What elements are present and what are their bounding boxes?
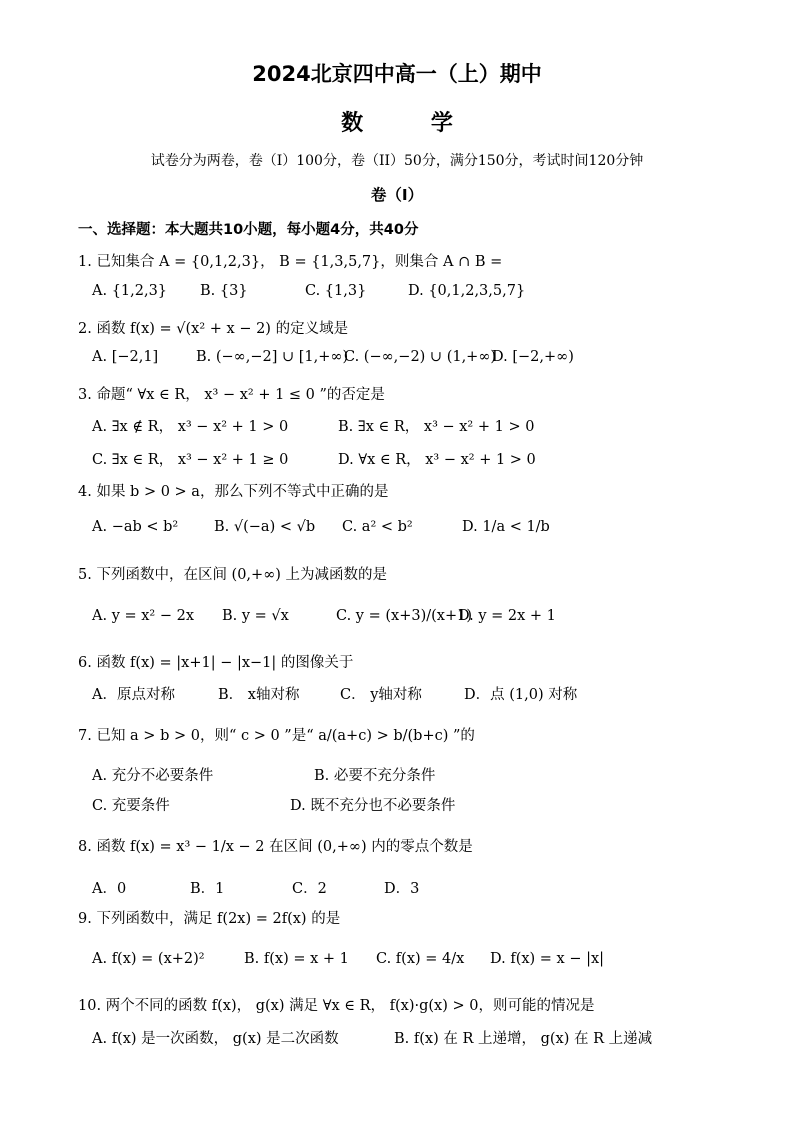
question-4-stem: 4. 如果 b > 0 > a，那么下列不等式中正确的是 [78, 484, 389, 500]
question-7-option-a: A. 充分不必要条件 [92, 768, 214, 784]
question-4-option-a: A. −ab < b² [92, 519, 179, 535]
question-6-option-d: D．点 (1,0) 对称 [464, 687, 578, 703]
question-1-option-b: B. {3} [200, 283, 248, 299]
question-2-option-c: C. (−∞,−2) ∪ (1,+∞) [344, 349, 497, 365]
section-heading: 一、选择题：本大题共10小题，每小题4分，共40分 [78, 222, 419, 238]
question-3-option-b: B. ∃x ∈ R， x³ − x² + 1 > 0 [338, 419, 535, 435]
question-9-option-d: D. f(x) = x − |x| [490, 951, 605, 967]
subject-title: 数 学 [341, 111, 483, 136]
question-6-stem: 6. 函数 f(x) = |x+1| − |x−1| 的图像关于 [78, 655, 354, 671]
question-10-option-a: A. f(x) 是一次函数， g(x) 是二次函数 [92, 1031, 339, 1047]
question-3-option-a: A. ∃x ∉ R， x³ − x² + 1 > 0 [92, 419, 289, 435]
question-8-stem: 8. 函数 f(x) = x³ − 1/x − 2 在区间 (0,+∞) 内的零点个数是 [78, 839, 473, 855]
question-5-stem: 5. 下列函数中，在区间 (0,+∞) 上为减函数的是 [78, 567, 388, 583]
question-7-stem: 7. 已知 a > b > 0，则“ c > 0 ”是“ a/(a+c) > b/(b+c) ”的 [78, 728, 475, 744]
question-8-option-b: B．1 [190, 881, 225, 897]
question-4-option-c: C. a² < b² [342, 519, 413, 535]
question-1-option-d: D. {0,1,2,3,5,7} [408, 283, 526, 299]
question-5-option-d: D. y = 2x + 1 [458, 608, 556, 624]
question-2-option-d: D. [−2,+∞) [492, 349, 574, 365]
exam-instructions: 试卷分为两卷，卷（I）100分，卷（II）50分，满分150分，考试时间120分钟 [150, 153, 644, 169]
question-6-option-a: A．原点对称 [92, 687, 175, 703]
question-9-stem: 9. 下列函数中，满足 f(2x) = 2f(x) 的是 [78, 911, 341, 927]
question-8-option-a: A．0 [92, 881, 127, 897]
question-2-option-b: B. (−∞,−2] ∪ [1,+∞) [196, 349, 349, 365]
question-6-option-c: C． y轴对称 [340, 687, 422, 703]
question-1-stem: 1. 已知集合 A = {0,1,2,3}， B = {1,3,5,7}，则集合 A ∩ B = [78, 254, 503, 270]
question-5-option-b: B. y = √x [222, 608, 289, 624]
part-heading: 卷（I） [370, 186, 424, 204]
question-9-option-c: C. f(x) = 4/x [376, 951, 465, 967]
question-5-option-a: A. y = x² − 2x [92, 608, 195, 624]
question-3-stem: 3. 命题“ ∀x ∈ R， x³ − x² + 1 ≤ 0 ”的否定是 [78, 387, 385, 403]
question-3-option-c: C. ∃x ∈ R， x³ − x² + 1 ≥ 0 [92, 452, 289, 468]
question-10-option-b: B. f(x) 在 R 上递增， g(x) 在 R 上递减 [394, 1031, 653, 1047]
question-9-option-a: A. f(x) = (x+2)² [92, 951, 205, 967]
question-1-option-a: A. {1,2,3} [92, 283, 168, 299]
question-6-option-b: B． x轴对称 [218, 687, 300, 703]
question-7-option-d: D. 既不充分也不必要条件 [290, 798, 456, 814]
question-2-option-a: A. [−2,1] [92, 349, 159, 365]
question-2-stem: 2. 函数 f(x) = √(x² + x − 2) 的定义域是 [78, 321, 349, 337]
question-1-option-c: C. {1,3} [305, 283, 367, 299]
question-7-option-c: C. 充要条件 [92, 798, 170, 814]
question-9-option-b: B. f(x) = x + 1 [244, 951, 349, 967]
question-5-option-c: C. y = (x+3)/(x+1) [336, 608, 472, 624]
question-4-option-b: B. √(−a) < √b [214, 519, 316, 535]
question-4-option-d: D. 1/a < 1/b [462, 519, 550, 535]
question-8-option-d: D．3 [384, 881, 420, 897]
question-7-option-b: B. 必要不充分条件 [314, 768, 436, 784]
question-8-option-c: C．2 [292, 881, 327, 897]
question-3-option-d: D. ∀x ∈ R， x³ − x² + 1 > 0 [338, 452, 536, 468]
exam-title: 2024北京四中高一（上）期中 [252, 62, 542, 86]
question-10-stem: 10. 两个不同的函数 f(x)， g(x) 满足 ∀x ∈ R， f(x)·g(x) > 0，则可能的情况是 [78, 998, 595, 1014]
